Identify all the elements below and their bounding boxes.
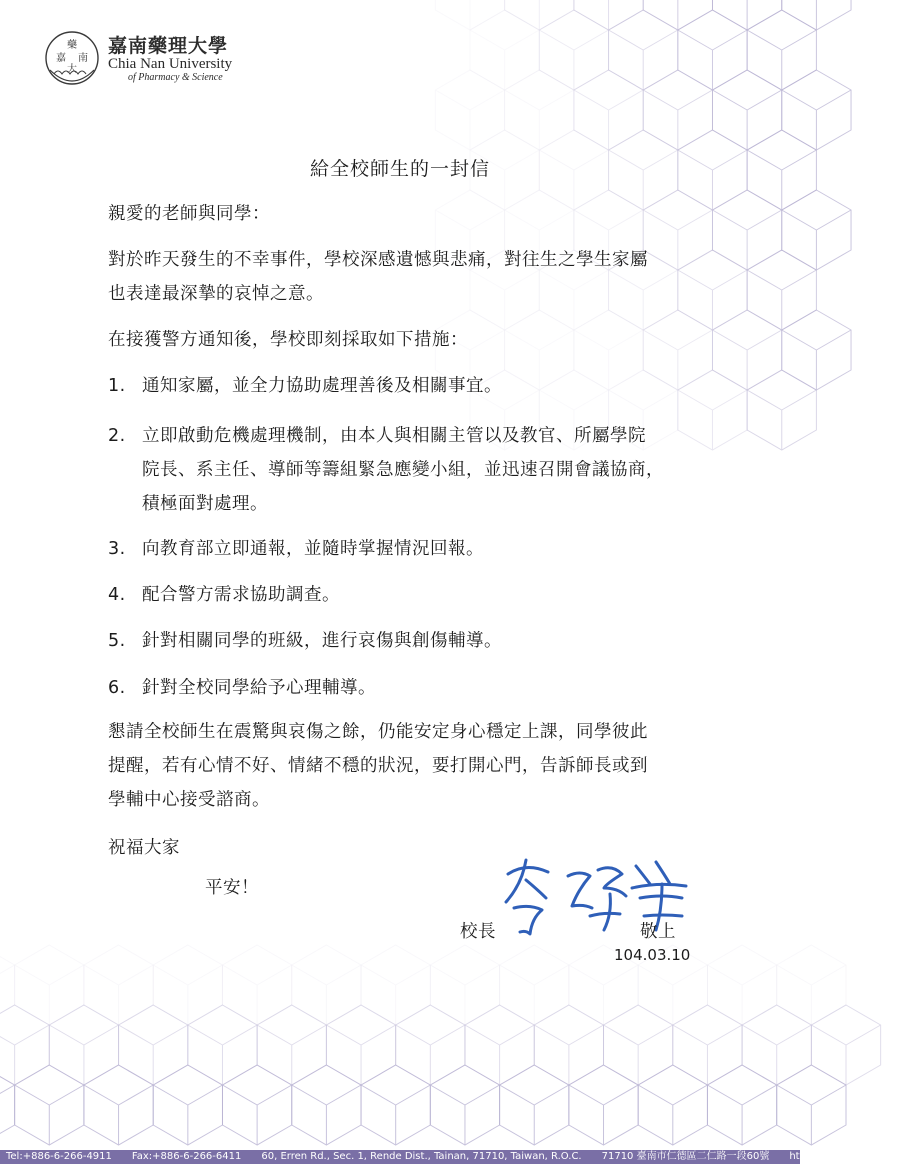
- list-item-number: 6.: [108, 678, 126, 698]
- pattern-cube: [15, 945, 84, 1025]
- pattern-cube: [707, 1065, 776, 1145]
- list-item-text: 針對相關同學的班級，進行哀傷與創傷輔導。: [142, 631, 502, 651]
- pattern-cube: [534, 1005, 603, 1085]
- university-name-en-sub: of Pharmacy & Science: [128, 71, 223, 83]
- pattern-cube: [638, 1065, 707, 1145]
- list-item-number: 1.: [108, 376, 126, 396]
- pattern-cube: [777, 1065, 846, 1145]
- list-item: [108, 532, 708, 566]
- pattern-cube: [470, 10, 539, 90]
- pattern-cube: [505, 0, 574, 30]
- closing-wish: 祝福大家: [108, 838, 180, 858]
- footer-fax: Fax:+886-6-266-6411: [131, 1151, 242, 1162]
- list-item: [108, 369, 708, 403]
- pattern-cube: [712, 0, 781, 30]
- letter-title: 給全校師生的一封信: [309, 158, 490, 180]
- signer-title: 校長: [460, 922, 496, 942]
- pattern-cube: [153, 945, 222, 1025]
- paragraph-line: 提醒，若有心情不好、情緒不穩的狀況，要打開心門，告訴師長或到: [108, 756, 648, 776]
- pattern-cube: [257, 1005, 326, 1085]
- condolence-paragraph: [108, 243, 698, 311]
- pattern-cube: [643, 0, 712, 30]
- pattern-cube: [811, 1005, 880, 1085]
- pattern-cube: [500, 1065, 569, 1145]
- pattern-cube: [747, 250, 816, 330]
- closing-peace: 平安！: [205, 878, 259, 898]
- signoff: 敬上: [640, 922, 676, 942]
- list-item: [108, 671, 708, 705]
- list-item: [108, 578, 708, 612]
- pattern-cube: [361, 945, 430, 1025]
- pattern-cube: [643, 70, 712, 150]
- pattern-cube: [782, 310, 851, 390]
- paragraph-line: 懇請全校師生在震驚與哀傷之餘，仍能安定身心穩定上課，同學彼此: [108, 722, 648, 742]
- greeting: 親愛的老師與同學：: [108, 204, 270, 224]
- pattern-cube: [747, 370, 816, 450]
- pattern-cube: [435, 0, 504, 30]
- footer-address-cn: 71710 臺南市仁德區二仁路一段60號: [601, 1151, 770, 1162]
- paragraph-line: 學輔中心接受諮商。: [108, 790, 270, 810]
- pattern-cube: [49, 1005, 118, 1085]
- pattern-cube: [430, 1065, 499, 1145]
- pattern-cube: [326, 1005, 395, 1085]
- paragraph-line: 也表達最深摯的哀悼之意。: [108, 284, 324, 304]
- pattern-cube: [188, 1005, 257, 1085]
- seal-char-left: 嘉: [56, 53, 66, 64]
- pattern-cube: [712, 190, 781, 270]
- pattern-cube: [574, 70, 643, 150]
- list-item-number: 3.: [108, 539, 126, 559]
- pattern-cube: [569, 1065, 638, 1145]
- pattern-cube: [539, 10, 608, 90]
- footer-url[interactable]: http://www.cnu.edu.tw: [789, 1151, 902, 1162]
- letter-date: 104.03.10: [614, 946, 691, 964]
- pattern-cube: [222, 1065, 291, 1145]
- pattern-cube: [673, 1005, 742, 1085]
- pattern-cube: [292, 945, 361, 1025]
- seal-char-top: 藥: [67, 40, 77, 51]
- pattern-cube: [15, 1065, 84, 1145]
- pattern-cube: [430, 945, 499, 1025]
- pattern-cube: [712, 310, 781, 390]
- pattern-cube: [782, 70, 851, 150]
- pattern-cube: [0, 945, 15, 1025]
- footer-tel: Tel:+886-6-266-4911: [6, 1151, 112, 1162]
- list-item-text: 通知家屬，並全力協助處理善後及相關事宜。: [142, 376, 502, 396]
- list-item-number: 5.: [108, 631, 126, 651]
- list-item-text: 向教育部立即通報，並隨時掌握情況回報。: [142, 539, 484, 559]
- list-item-text: 院長、系主任、導師等籌組緊急應變小組，並迅速召開會議協商，: [142, 460, 664, 480]
- closing-paragraph: [108, 715, 698, 817]
- list-item-number: 4.: [108, 585, 126, 605]
- contact-footer: [0, 1150, 902, 1164]
- pattern-cube: [435, 70, 504, 150]
- list-item: [108, 624, 708, 658]
- pattern-cube: [609, 10, 678, 90]
- pattern-cube: [782, 190, 851, 270]
- university-seal-icon: [42, 30, 102, 90]
- pattern-cube: [222, 945, 291, 1025]
- measures-intro: 在接獲警方通知後，學校即刻採取如下措施：: [108, 330, 468, 350]
- pattern-cube: [678, 10, 747, 90]
- pattern-cube: [742, 1005, 811, 1085]
- pattern-cube: [0, 1065, 15, 1145]
- list-item-text: 積極面對處理。: [142, 494, 268, 514]
- university-name-en: Chia Nan University: [108, 55, 233, 72]
- list-item-text: 配合警方需求協助調查。: [142, 585, 340, 605]
- pattern-cube: [119, 1005, 188, 1085]
- pattern-cube: [0, 1005, 49, 1085]
- pattern-cube: [574, 0, 643, 30]
- university-name-cn: 嘉南藥理大學: [108, 34, 229, 57]
- pattern-cube: [777, 945, 846, 1025]
- pattern-cube: [500, 945, 569, 1025]
- pattern-cube: [84, 1065, 153, 1145]
- list-item-number: 2.: [108, 426, 126, 446]
- university-logo: [42, 30, 232, 90]
- list-item-text: 針對全校同學給予心理輔導。: [142, 678, 376, 698]
- pattern-cube: [707, 945, 776, 1025]
- footer-address-en: 60, Erren Rd., Sec. 1, Rende Dist., Tainan, 71710, Taiwan, R.O.C.: [261, 1151, 582, 1162]
- pattern-cube: [505, 70, 574, 150]
- pattern-cube: [782, 0, 851, 30]
- paragraph-line: 對於昨天發生的不幸事件，學校深感遺憾與悲痛，對往生之學生家屬: [108, 250, 648, 270]
- pattern-cube: [153, 1065, 222, 1145]
- pattern-cube: [361, 1065, 430, 1145]
- pattern-cube: [604, 1005, 673, 1085]
- list-item: [108, 419, 708, 521]
- pattern-cube: [747, 10, 816, 90]
- pattern-cube: [292, 1065, 361, 1145]
- pattern-cube: [396, 1005, 465, 1085]
- seal-char-right: 南: [78, 53, 88, 64]
- seal-char-bottom: 大: [67, 64, 77, 75]
- list-item-text: 立即啟動危機處理機制，由本人與相關主管以及教官、所屬學院: [142, 426, 646, 446]
- pattern-cube: [712, 70, 781, 150]
- pattern-cube: [465, 1005, 534, 1085]
- pattern-cube: [84, 945, 153, 1025]
